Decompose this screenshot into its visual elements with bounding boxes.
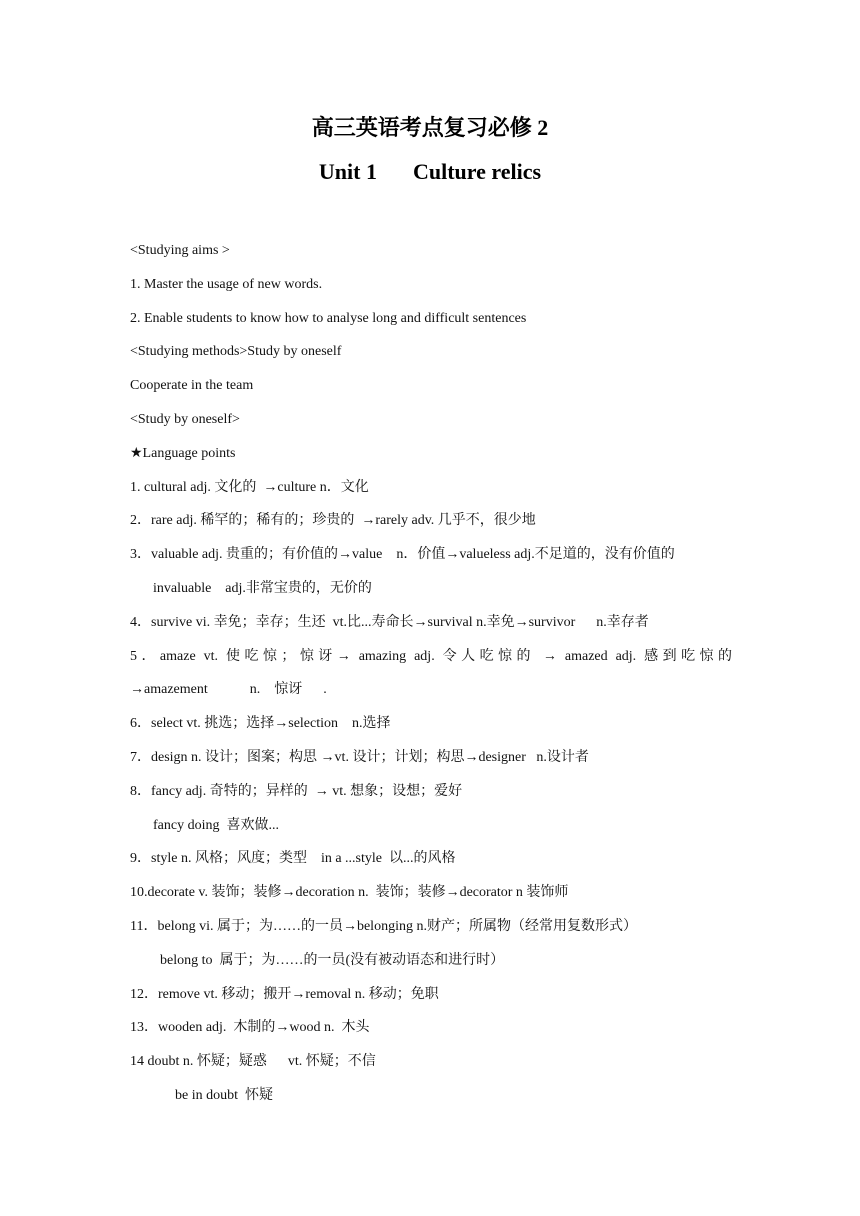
unit-number: Unit 1 [318, 159, 377, 184]
vocab-item-1: 1. cultural adj. 文化的 →culture n．文化 [130, 479, 369, 495]
document-body [130, 234, 732, 1113]
unit-heading [0, 158, 860, 186]
vocab-item-2: 2．rare adj. 稀罕的；稀有的；珍贵的 →rarely adv. 几乎不，很少地 [130, 513, 536, 529]
vocab-item-7: 7．design n. 设计；图案；构思 →vt. 设计；计划；构思→designer n.设计者 [130, 749, 589, 765]
vocab-item-10: 10.decorate v. 装饰；装修→decoration n. 装饰；装修→decorator n 装饰师 [130, 885, 569, 901]
section-studying-methods: <Studying methods>Study by oneself [130, 344, 342, 360]
document-title: 高三英语考点复习必修 2 [311, 115, 549, 140]
unit-topic: Culture relics [412, 159, 542, 184]
vocab-item-6: 6．select vt. 挑选；选择→selection n.选择 [130, 716, 391, 732]
vocab-item-14-sub: be in doubt 怀疑 [175, 1087, 273, 1103]
vocab-item-3: 3．valuable adj. 贵重的；有价值的→value n．价值→valueless adj.不足道的，没有价值的 [130, 547, 675, 563]
vocab-item-11: 11．belong vi. 属于；为……的一员→belonging n.财产；所属物（经常用复数形式） [130, 918, 637, 934]
aim-item-2: 2. Enable students to know how to analyse long and difficult sentences [130, 310, 527, 326]
vocab-item-13: 13．wooden adj. 木制的→wood n. 木头 [130, 1020, 370, 1036]
vocab-item-14: 14 doubt n. 怀疑；疑惑 vt. 怀疑；不信 [130, 1054, 376, 1070]
vocab-item-4: 4．survive vi. 幸免；幸存；生还 vt.比...寿命长→survival n.幸免→survivor n.幸存者 [130, 614, 649, 630]
section-study-by-oneself: <Study by oneself> [130, 411, 240, 427]
vocab-item-5: 5．amaze vt. 使吃惊；惊讶→ amazing adj. 令人吃惊的 → amazed adj. 感到吃惊的 [130, 648, 732, 664]
vocab-item-9: 9．style n. 风格；风度；类型 in a ...style 以...的风格 [130, 851, 456, 867]
vocab-item-12: 12．remove vt. 移动；搬开→removal n. 移动；免职 [130, 986, 439, 1002]
vocab-item-8-sub: fancy doing 喜欢做... [153, 817, 279, 833]
vocab-item-8: 8．fancy adj. 奇特的；异样的 → vt. 想象；设想；爱好 [130, 783, 463, 799]
vocab-item-11-sub: belong to 属于；为……的一员(没有被动语态和进行时） [160, 952, 505, 968]
aim-item-1: 1. Master the usage of new words. [130, 276, 323, 292]
vocab-item-5-cont: →amazement n. 惊讶 . [130, 682, 327, 698]
vocab-item-3-sub: invaluable adj.非常宝贵的，无价的 [153, 580, 372, 596]
method-cooperate: Cooperate in the team [130, 378, 254, 394]
section-language-points: ★Language points [130, 445, 236, 461]
section-studying-aims: <Studying aims > [130, 243, 230, 258]
